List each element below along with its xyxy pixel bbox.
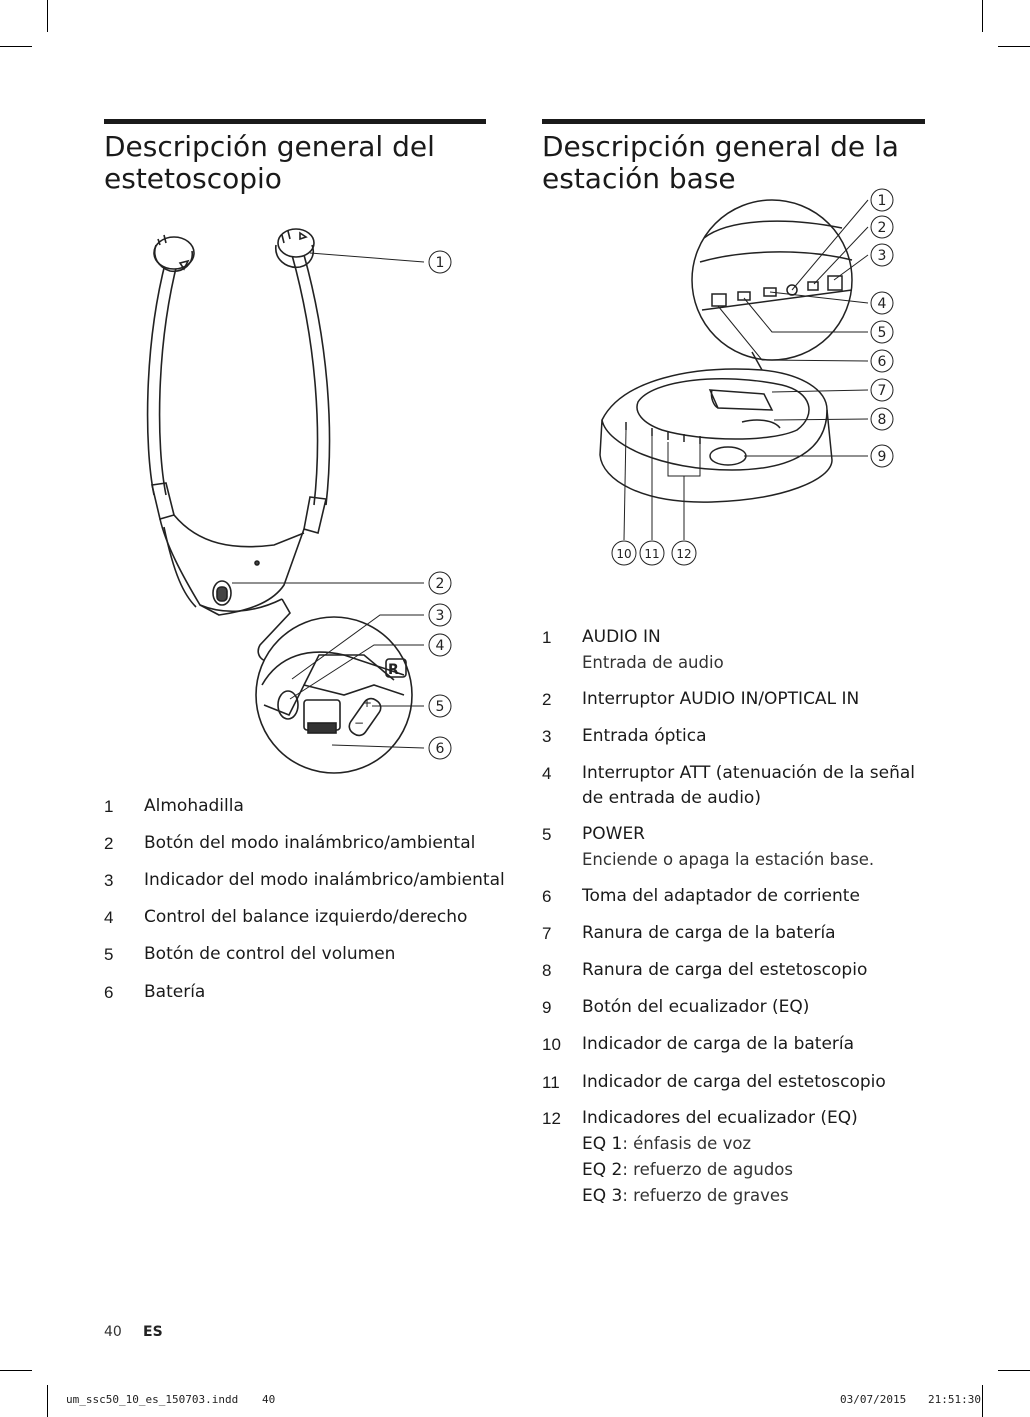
slug-date: 03/07/2015 [840,1393,907,1406]
right-title-rule [542,119,925,124]
item-number: 3 [104,871,114,890]
item-label: Interruptor ATT (atenuación de la señal [582,763,916,783]
right-title-line-1: Descripción general de la [542,130,899,163]
left-title-rule [104,119,486,124]
item-label: AUDIO IN [582,627,661,647]
slug-file: um_ssc50_10_es_150703.indd [66,1393,239,1406]
item-label: Toma del adaptador de corriente [582,886,860,906]
item-number: 11 [542,1073,560,1092]
right-callout-10: 10 [616,547,632,561]
svg-text:−: − [354,716,365,730]
item-number: 6 [542,887,552,906]
eq-1-desc: : énfasis de voz [622,1134,752,1153]
svg-text:+: + [362,696,373,710]
item-label: Ranura de carga de la batería [582,923,836,943]
item-number: 2 [104,834,114,853]
stethoscope-illustration [104,215,486,775]
right-list-item-4 [542,761,925,811]
left-list-item-2 [104,831,486,857]
r-mark: R [388,662,399,678]
left-title-line-2: estetoscopio [104,162,282,195]
left-list-item-1 [104,794,486,820]
item-number: 1 [542,628,552,647]
left-callout-4: 4 [435,638,445,654]
right-list-item-12 [542,1106,925,1206]
item-number: 1 [104,797,114,816]
left-title [104,131,435,195]
item-number: 4 [542,764,552,783]
item-number: 5 [104,945,114,964]
item-number: 3 [542,727,552,746]
item-label: Indicador de carga del estetoscopio [582,1072,886,1092]
item-label: Control del balance izquierdo/derecho [144,907,468,927]
item-description: Enciende o apaga la estación base. [582,850,875,869]
slug-time: 21:51:30 [928,1393,981,1406]
eq-2-key: EQ 2 [582,1160,623,1180]
right-list-item-10 [542,1032,925,1058]
right-list-item-5 [542,822,925,872]
item-label: Ranura de carga del estetoscopio [582,960,868,980]
right-list-item-11 [542,1070,925,1096]
right-list-item-8 [542,958,925,984]
item-number: 8 [542,961,552,980]
eq-3-desc: : refuerzo de graves [622,1186,789,1205]
item-number: 12 [542,1109,561,1128]
item-number: 10 [542,1035,561,1054]
item-label: Entrada óptica [582,726,707,746]
right-callout-5: 5 [877,325,887,341]
left-callout-2: 2 [435,576,445,592]
eq-3-key: EQ 3 [582,1186,623,1206]
item-description: Entrada de audio [582,653,724,672]
item-number: 5 [542,825,552,844]
eq-1-key: EQ 1 [582,1134,623,1154]
right-list-item-3 [542,724,925,750]
right-list-item-1 [542,625,925,675]
eq-3-line [582,1186,789,1206]
item-label: POWER [582,824,645,844]
right-callout-2: 2 [877,220,887,236]
left-callout-1: 1 [435,255,445,271]
left-list-item-5 [104,942,486,968]
right-callout-1: 1 [877,193,887,209]
right-callout-8: 8 [877,412,887,428]
slug-page: 40 [262,1393,276,1406]
right-list-item-2 [542,687,925,713]
item-number: 7 [542,924,552,943]
right-list-item-7 [542,921,925,947]
right-list-item-9 [542,995,925,1021]
page-number: 40 [104,1324,122,1340]
eq-2-line [582,1160,793,1180]
item-number: 4 [104,908,114,927]
right-callout-7: 7 [877,383,887,399]
right-list-item-6 [542,884,925,910]
item-label: Indicador del modo inalámbrico/ambiental [144,870,505,890]
item-label: Interruptor AUDIO IN/OPTICAL IN [582,689,860,709]
item-label: Indicadores del ecualizador (EQ) [582,1108,858,1128]
left-callout-5: 5 [435,699,445,715]
item-number: 9 [542,998,552,1017]
left-list-item-4 [104,905,486,931]
left-callout-3: 3 [435,608,445,624]
item-label: Almohadilla [144,796,244,816]
item-label-cont: de entrada de audio) [582,788,761,808]
item-label: Batería [144,982,206,1002]
page-language: ES [143,1324,163,1340]
item-label: Indicador de carga de la batería [582,1034,855,1054]
base-station-illustration [542,180,925,580]
right-callout-12: 12 [676,547,692,561]
left-list-item-6 [104,980,486,1006]
item-number: 2 [542,690,552,709]
left-title-line-1: Descripción general del [104,130,435,163]
right-callout-6: 6 [877,354,887,370]
left-list-item-3 [104,868,505,894]
item-label: Botón del ecualizador (EQ) [582,997,810,1017]
left-callout-6: 6 [435,741,445,757]
item-number: 6 [104,983,114,1002]
right-callout-9: 9 [877,449,887,465]
right-callout-3: 3 [877,248,887,264]
eq-2-desc: : refuerzo de agudos [622,1160,793,1179]
eq-1-line [582,1134,751,1154]
item-label: Botón del modo inalámbrico/ambiental [144,833,476,853]
right-callout-4: 4 [877,296,887,312]
right-callout-11: 11 [644,547,660,561]
item-label: Botón de control del volumen [144,944,396,964]
right-title-line-2: estación base [542,162,736,195]
